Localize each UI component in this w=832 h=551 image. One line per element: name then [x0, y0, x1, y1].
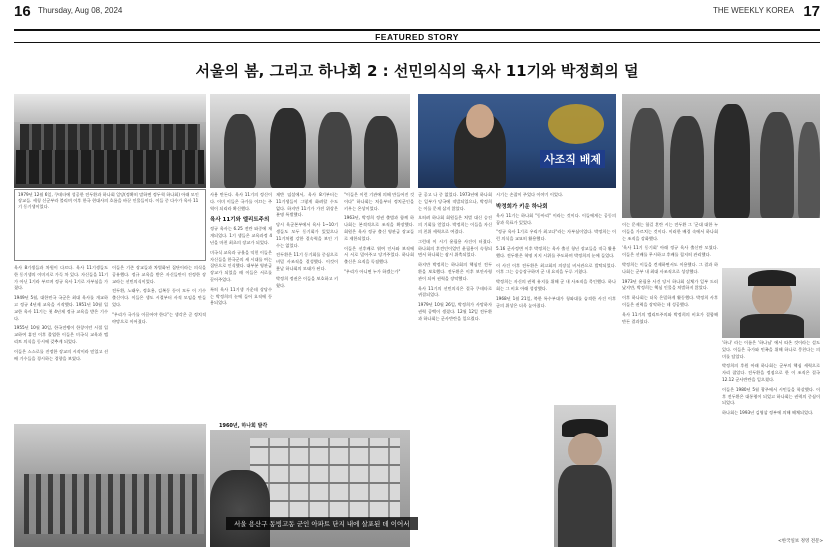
author-credit: <한국일보 정영 전문> — [778, 539, 824, 544]
article-column-3: 제반 임설에서, 육사 8기부터는 11기생들이 그렇게 화려할 수도 없다. 하지만 11기가 가진 위상은 분명 특별했다. 당시 육군본부에서 육사 1~10기 생들도 모두 동기회가 있었으나 11기처럼 강한 결속력을 보인 기수는 없었다. 전두환은 11기 동기회를 중심으로 비밀 사조직을 결성했다. 이것이 훗날 하나회의 모태가 된다. 박정희 정권은 이들을 보호하고 키웠다. — [276, 192, 338, 288]
headline: 서울의 봄, 그리고 하나회 2 : 선민의식의 육사 11기와 박정희의 덜 — [195, 62, 639, 80]
section-label: FEATURED STORY — [375, 32, 459, 42]
officers-portrait-photo — [210, 94, 410, 188]
article-column-1b: 이들은 기존 장교들과 차별화된 집단이라는 의식을 공유했다. 정규 교육을 받은 자신들만이 진정한 장교라는 선민의식이었다. 전두환, 노태우, 정호용, 김복동 등이 모두 이 기수 출신이다. 이들은 생도 시절부터 사적 모임을 만들었다. "우리가 국가를 이끌어야 한다"는 생각은 곧 정치적 야망으로 이어졌다. — [112, 265, 206, 324]
soldiers-photo — [622, 94, 820, 218]
page-number-left: 16 — [14, 3, 31, 20]
article-column-2: 사용 만든다. 육사 11기의 정신이다. 이미 이들은 국가를 이끄는 주역이 되리라 확신했다. 육사 11기와 엘리트주의 정규 육사는 6.25 전란 와중에 재개되었다. 1기 생들은 교육과정 4년을 마친 최초의 장교가 되었다. 미국식 교육과 규율을 익힌 이들은 자신들을 한국군의 새 시대를 여는 집단으로 인식했다. 대부분 영관급 장교가 되었을 때 이들은 서로를 끌어주었다. 특히 육사 11기생 가운데 상당수는 박정희의 눈에 들어 요직에 등용되었다. — [210, 192, 272, 306]
group-photo — [14, 94, 206, 188]
group-photo-caption — [14, 189, 206, 261]
tv-news-photo — [418, 94, 616, 188]
paper-name: THE WEEKLY KOREA — [712, 6, 794, 15]
article-column-4: "이들은 이런 기관에 의해 만들어진 것이다" 하나회는 처음부터 정치군인을 키우는 온상이었다. 1963년, 박정희 정권 출범과 함께 하나회는 본격적으로 조직을 확장했다. 회원은 육사 정규 출신 영관급 장교들로 제한되었다. 이들은 선후배로 엮여 인사와 보직에서 서로 밀어주고 당겨주었다. 하나회 출신은 요직을 독점했다. "우리가 아니면 누가 하겠는가" — [344, 192, 414, 274]
photo-1960-caption: 1960년, 하나회 발각 — [219, 423, 268, 429]
article-column-7: 이는 문제는 합길 혼란 시는 전두환 그 '군대 대한 누이들을 가르치는 것이다. 이러한 배경 속에서 하나회는 조직을 강화했다. '육사 11기 동기회' 아래 정규 육사 출신만 모였다. 이들은 선배를 무시하고 후배를 철저히 관리했다. 박정희는 이들을 견제하면서도 이용했다. 그 결과 하나회는 군부 내 최대 사조직으로 성장했다. 1973년 윤필용 사건 당시 하나회 실체가 일부 드러났지만, 박정희는 핵심 인물을 처벌하지 않았다. 이후 하나회는 더욱 은밀하게 활동했다. 박정희 사후 이들은 권력을 장악하는 데 성공했다. 육사 11기의 엘리트주의와 박정희의 비호가 결합해 만든 결과였다. — [622, 222, 718, 324]
page-number-right: 17 — [803, 3, 820, 20]
subheading-elitism: 육사 11기와 엘리트주의 — [210, 217, 270, 224]
article-column-5: 군 공고 나 중 없었다. 1973년에 하나회는 일부가 당국에 적발되었으나, 박정희는 이를 문제 삼지 않았다. 오히려 하나회 회원들은 처벌 대신 승진의 기회를 얻었다. 박정희는 이들을 자신의 친위 세력으로 여겼다. 그런데 이 시기 윤필용 사건이 터졌다. 하나회의 후견인이었던 윤필용이 숙청되면서 하나회는 잠시 위축되었다. 하지만 박정희는 하나회의 핵심인 전두환을 보호했다. 전두환은 이후 보안사령관이 되어 권력을 장악했다. 육사 11기의 선민의식은 결국 쿠데타로 귀결되었다. 1979년 10월 26일, 박정희가 사망하자 권력 공백이 생겼다. 12월 12일 전두환과 하나회는 군사반란을 일으켰다. — [418, 192, 492, 321]
article-column-1a: 육사 8기생들과 차원이 다르다. 육사 11기생들도 한 동기생의 이미지로 가득 차 있다. 자신들을 11기가 아닌 1기라 부르며 정규 육사 1기로 자부심을 가졌다. 1949년 5월, 대한민국 국군은 최대 육사를 개교하고 정규 4년제 교육을 시작했다. 1951년 10월 입교한 육사 11기는 첫 4년제 정규 교육을 받은 기수다. 1955년 10월 30일, 한국전쟁이 한창이던 시절 입교하여 휴전 이후 졸업한 이들은 미국식 교육과 엘리트 의식을 동시에 갖추게 되었다. 이들은 스스로를 진정한 장교의 시작이라 믿었고 선배 기수들을 경시하는 경향을 보였다. — [14, 265, 108, 361]
article-column-8: '하나' 라는 이름은 '하나님' 에서 따온 것이라는 설도 있다. 이들은 국가와 민족을 위해 하나로 뭉친다는 의미를 담았다. 박정희의 후원 아래 하나회는 군부의 핵심 세력으로 자리 잡았다. 전두환을 정점으로 한 이 조직은 결국 12.12 군사반란을 일으켰다. 이들은 1980년 5월 광주에서 시민들을 학살했다. 이후 전두환은 대통령이 되었고 하나회는 권력의 중심이 되었다. 하나회는 1993년 김영삼 정부에 의해 해체되었다. — [722, 340, 820, 416]
issue-date: Thursday, Aug 08, 2024 — [38, 6, 123, 15]
page-header — [0, 0, 832, 32]
apartment-overlay-caption: 서울 용산구 동빙고동 군인 아파트 단지 내에 살포된 데 이어서 — [226, 517, 418, 530]
officer-salute-photo — [554, 405, 616, 547]
article-column-6: 시기는 손잡이 주었다 이야기 이었다. 박정희가 키운 하나회 육사 11기는 하나회 "동아리" 이라는 것이다. 이들에게는 공동의 꿈과 목표가 있었다. "정규 육사 1기로 우리가 최고다"라는 자부심이었다. 박정희는 이런 의식을 교묘히 활용했다. 5.16 군사정변 이후 박정희는 육사 출신 청년 장교들을 적극 활용했다. 전두환은 혁명 지지 시위를 주도하며 박정희의 눈에 들었다. 이 사건 이후 전두환은 최고회의 의장실 비서관으로 발탁되었다. 이후 그는 승승장구하며 군 내 요직을 두루 거쳤다. 박정희는 자신의 권력 유지를 위해 군 내 사조직을 묵인했다. 하나회는 그 비호 아래 성장했다. 1968년 1월 21일, 북한 특수부대가 청와대를 습격한 사건 이후 군의 위상은 더욱 높아졌다. — [496, 192, 616, 308]
cadets-march-photo — [14, 424, 206, 547]
subheading-hanahoe: 박정희가 키운 하나회 — [496, 203, 548, 210]
section-bar — [14, 29, 820, 43]
group-photo-caption-text: 1979년 12월 6일, 쿠데타에 성공한 전두환과 하나회 일당(정확히 말하면 정두혁 하나회) 아래 모인 장교들. 세칭 신군부라 불리며 이후 한국 현대사의 흐름을 바꾼 인물들이다. 이들 중 다수가 육사 11기 동기생이었다. — [18, 192, 199, 209]
tv-caption-banner: 사조직 배제 — [540, 150, 605, 168]
portrait-photo — [722, 268, 820, 338]
